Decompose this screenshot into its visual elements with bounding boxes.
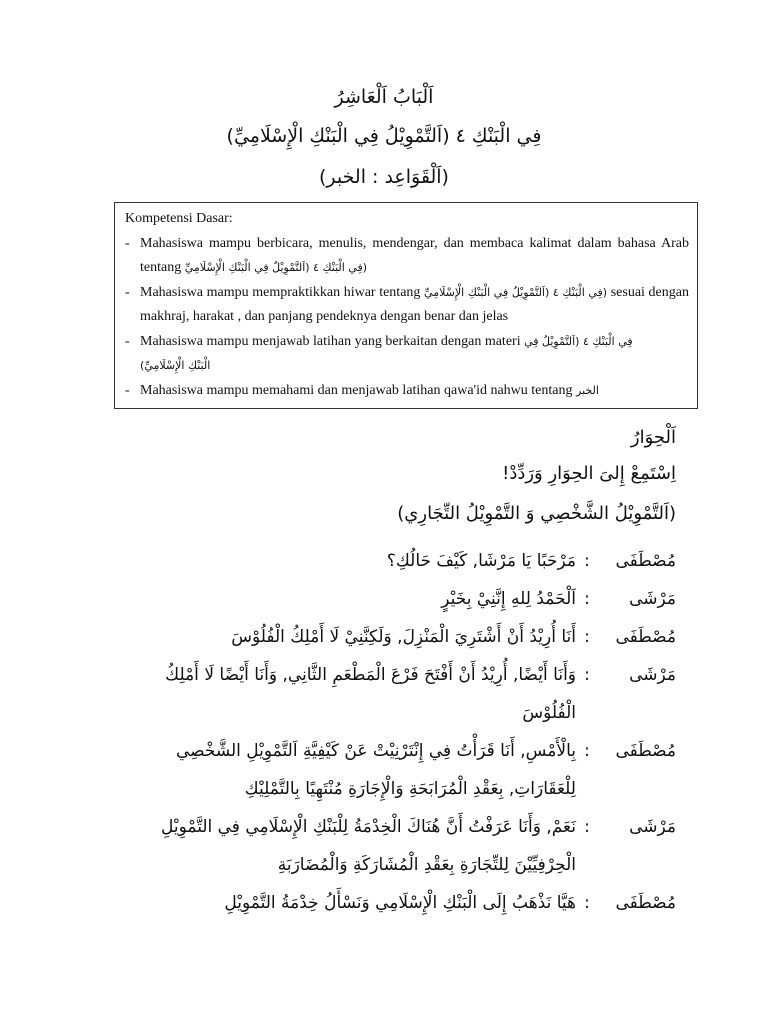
kompetensi-item-arabic: فِي الْبَنْكِ ٤ (اَلتَّمْوِيْلُ فِي xyxy=(524,334,633,348)
speaker-name: مُصْطَفَى xyxy=(615,893,676,913)
dialogue-turn: مَرْشَى : نَعَمْ, وَأَنَا عَرَفْتُ أَنَّ هُنَاكَ الْخِدْمَةُ لِلْبَنْكِ الْإِسْلَامِي فِي التَّمْوِيْلِ xyxy=(116,809,676,846)
dialogue-turn-continued xyxy=(116,771,676,808)
hiwar-topic: (اَلتَّمْوِيْلُ الشَّخْصِي وَ التَّمْوِيْلُ التِّجَارِي) xyxy=(397,503,676,524)
kompetensi-item-arabic: (فِي الْبَنْكِ ٤ (اَلتَّمْوِيْلُ فِي الْبَنْكِ الْإِسْلَامِيِّ xyxy=(424,285,608,299)
dialogue-turn-continued xyxy=(116,695,676,732)
kompetensi-item: - Mahasiswa mampu mempraktikkan hiwar tentang (فِي الْبَنْكِ ٤ (اَلتَّمْوِيْلُ فِي الْبَنْكِ الْإِسْلَامِيِّ sesuai dengan makhraj, harakat , dan panjang pendeknya dengan benar dan jelas xyxy=(125,284,689,324)
speech-text-continued: الْحِرْفِيِّيْنَ لِلتِّجَارَةِ بِعَقْدِ الْمُشَارَكَةِ وَالْمُضَارَبَةِ xyxy=(277,855,576,875)
dialogue-turn: مُصْطَفَى : هَيَّا نَذْهَبُ إِلَى الْبَنْكِ الْإِسْلَامِي وَنَسْأَلُ خِدْمَةُ التَّمْوِيْلِ xyxy=(116,885,676,922)
dialogue-turn: مُصْطَفَى : أَنَا أُرِيْدُ أَنْ أَشْتَرِيَ الْمَنْزِلَ, وَلَكِنَّنِيْ لَا أَمْلِكُ الْفُلُوْسَ xyxy=(116,619,676,656)
speaker-name: مُصْطَفَى xyxy=(615,551,676,571)
speech-text: بِالْأَمْسِ, أَنَا قَرَأْتُ فِي إِنْتَرْنِيْتْ عَنْ كَيْفِيَّةِ اَلتَّمْوِيْلِ الشَّخْصِي xyxy=(175,741,576,761)
speech-text: أَنَا أُرِيْدُ أَنْ أَشْتَرِيَ الْمَنْزِلَ, وَلَكِنَّنِيْ لَا أَمْلِكُ الْفُلُوْسَ xyxy=(231,627,576,647)
kompetensi-dasar-box xyxy=(114,202,698,409)
speech-text: هَيَّا نَذْهَبُ إِلَى الْبَنْكِ الْإِسْلَامِي وَنَسْأَلُ خِدْمَةُ التَّمْوِيْلِ xyxy=(224,893,576,913)
kompetensi-item: - Mahasiswa mampu menjawab latihan yang berkaitan dengan materi فِي الْبَنْكِ ٤ (اَلتَّمْوِيْلُ فِي الْبَنْكِ الْإِسْلَامِيِّ) xyxy=(125,330,689,379)
speech-text: اَلْحَمْدُ لِلهِ إِنَّنِيْ بِخَيْرٍ xyxy=(441,589,576,609)
kompetensi-item-text: Mahasiswa mampu mempraktikkan hiwar tentang xyxy=(140,284,421,300)
kompetensi-item-text: Mahasiswa mampu menjawab latihan yang berkaitan dengan materi xyxy=(140,333,521,349)
speech-text: نَعَمْ, وَأَنَا عَرَفْتُ أَنَّ هُنَاكَ الْخِدْمَةُ لِلْبَنْكِ الْإِسْلَامِي فِي التَّمْوِيْلِ xyxy=(160,817,576,837)
dialogue-turn-continued xyxy=(116,847,676,884)
speaker-name: مَرْشَى xyxy=(629,589,676,609)
dialogue-turn: مُصْطَفَى : مَرْحَبًا يَا مَرْشَا, كَيْفَ حَالُكِ؟ xyxy=(116,543,676,580)
kompetensi-item-text: Mahasiswa mampu memahami dan menjawab latihan qawa'id nahwu tentang xyxy=(140,382,573,398)
dialogue-turn: مُصْطَفَى : بِالْأَمْسِ, أَنَا قَرَأْتُ فِي إِنْتَرْنِيْتْ عَنْ كَيْفِيَّةِ اَلتَّمْوِيْلِ الشَّخْصِي xyxy=(116,733,676,770)
kompetensi-item-text: Mahasiswa mampu berbicara, menulis, mendengar, dan membaca kalimat dalam bahasa Arab tentang xyxy=(140,235,689,275)
topic-heading: فِي الْبَنْكِ ٤ (اَلتَّمْوِيْلُ فِي الْبَنْكِ الْإِسْلَامِيِّ) xyxy=(226,125,542,147)
speech-text: مَرْحَبًا يَا مَرْشَا, كَيْفَ حَالُكِ؟ xyxy=(386,551,576,571)
kompetensi-item-arabic: (فِي الْبَنْكِ ٤ (اَلتَّمْوِيْلُ فِي الْبَنْكِ الْإِسْلَامِيِّ xyxy=(184,261,368,274)
dialogue xyxy=(116,543,676,923)
chapter-heading: اَلْبَابُ اَلْعَاشِرُ xyxy=(334,86,434,108)
kompetensi-item-text-continued: sesuai dengan makhraj, harakat , dan panjang pendeknya dengan benar dan jelas xyxy=(140,284,689,324)
speech-text-continued: لِلْعَقَارَاتِ, بِعَقْدِ الْمُرَابَحَةِ وَالْإِجَارَةِ مُنْتَهِيًا بِالتَّمْلِيْكِ xyxy=(244,779,576,799)
hiwar-title: اَلْحِوَارُ xyxy=(630,427,676,448)
dialogue-turn: مَرْشَى : اَلْحَمْدُ لِلهِ إِنَّنِيْ بِخَيْرٍ xyxy=(116,581,676,618)
kompetensi-item-arabic-continued: الْبَنْكِ الْإِسْلَامِيِّ) xyxy=(140,359,211,372)
speaker-name: مَرْشَى xyxy=(629,665,676,685)
dialogue-turn: مَرْشَى : وَأَنَا أَيْضًا, أُرِيْدُ أَنْ أَفْتَحَ فَرْعَ الْمَطْعَمِ الثَّانِي, وَأَنَا أَيْضًا لَا أَمْلِكُ xyxy=(116,657,676,694)
hiwar-instruction: اِسْتَمِعْ إِلىَ الحِوَارِ وَرَدِّدْ! xyxy=(502,463,676,484)
kompetensi-item: - Mahasiswa mampu berbicara, menulis, mendengar, dan membaca kalimat dalam bahasa Arab tentang (فِي الْبَنْكِ ٤ (اَلتَّمْوِيْلُ فِي الْبَنْكِ الْإِسْلَامِيِّ xyxy=(125,235,689,275)
kompetensi-item-arabic: الخبر xyxy=(576,383,599,397)
kompetensi-title: Kompetensi Dasar: xyxy=(125,211,233,226)
speech-text: وَأَنَا أَيْضًا, أُرِيْدُ أَنْ أَفْتَحَ فَرْعَ الْمَطْعَمِ الثَّانِي, وَأَنَا أَيْضًا لَا أَمْلِكُ xyxy=(165,665,576,685)
grammar-heading: (اَلْقَوَاعِد : الخبر) xyxy=(319,166,449,188)
speaker-name: مُصْطَفَى xyxy=(615,741,676,761)
speech-text-continued: الْفُلُوْسَ xyxy=(522,703,576,723)
speaker-name: مُصْطَفَى xyxy=(615,627,676,647)
kompetensi-item: - Mahasiswa mampu memahami dan menjawab latihan qawa'id nahwu tentang الخبر xyxy=(125,382,599,398)
speaker-name: مَرْشَى xyxy=(629,817,676,837)
